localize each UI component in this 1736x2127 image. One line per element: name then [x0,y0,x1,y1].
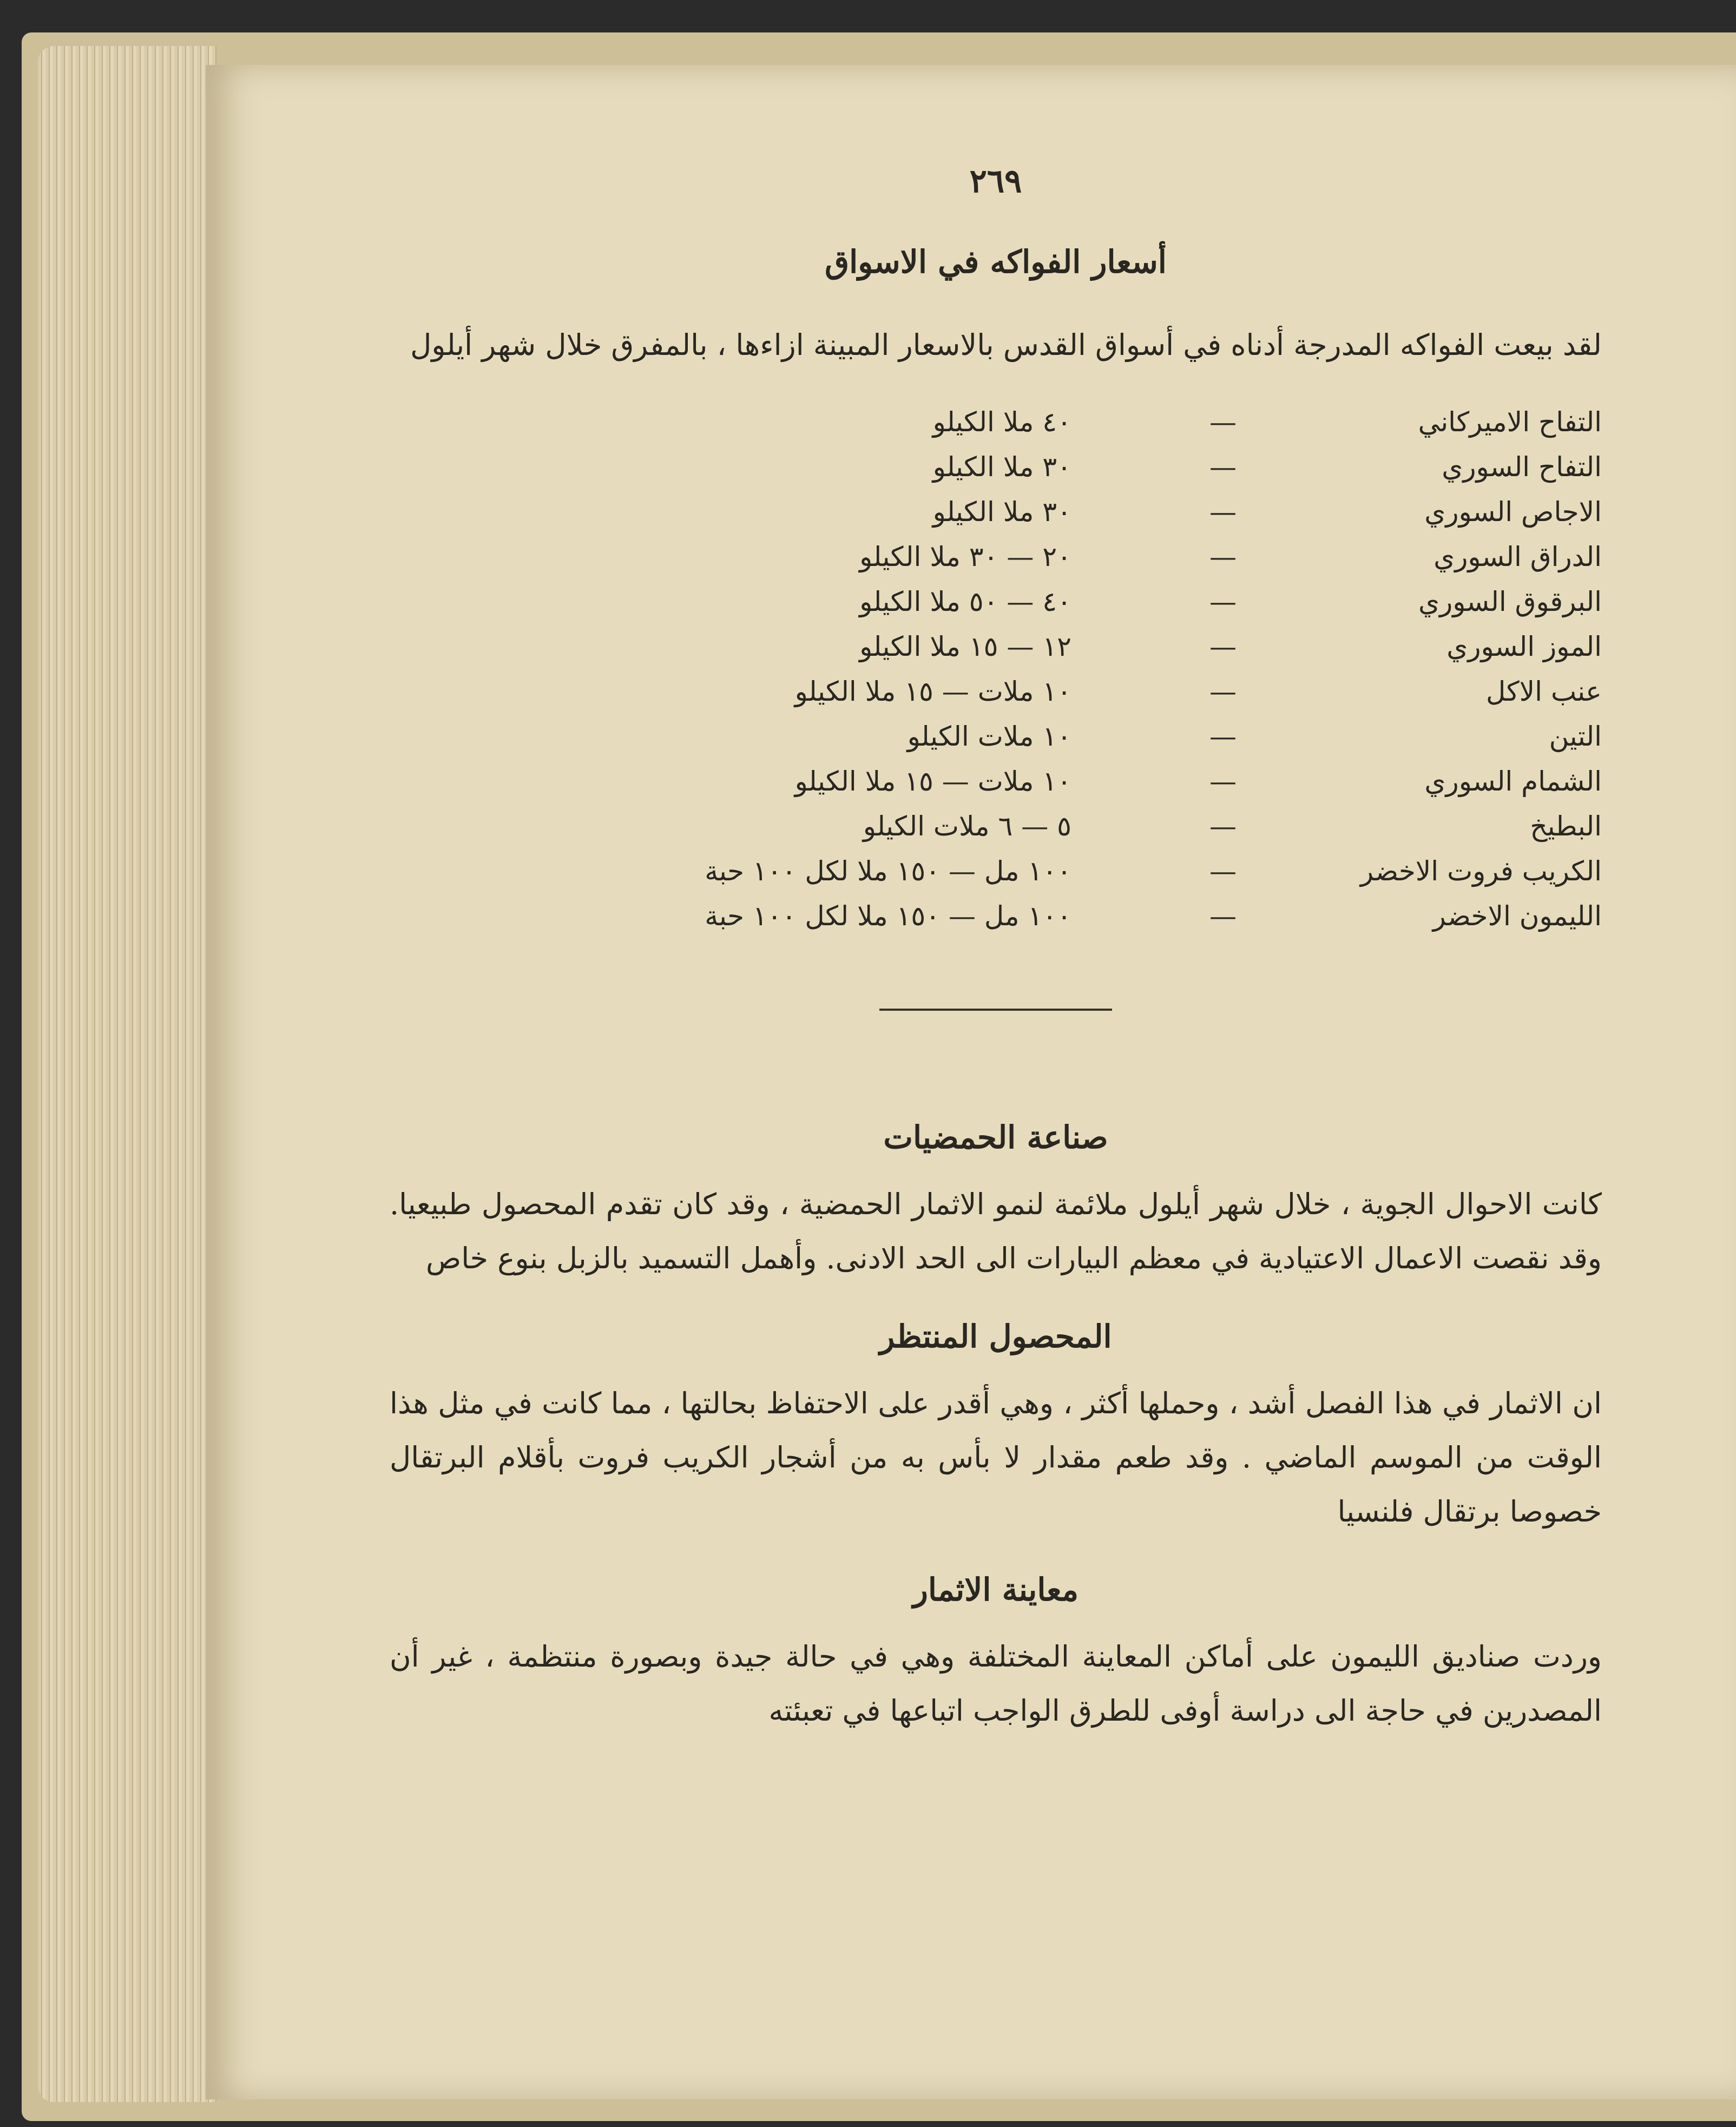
price-dash: — [1209,855,1237,887]
prices-intro: لقد بيعت الفواكه المدرجة أدناه في أسواق القدس بالاسعار المبينة ازاءها ، بالمفرق خلال شهر أيلول [410,328,1602,362]
inspection-text: وردت صناديق الليمون على أماكن المعاينة المختلفة وهي في حالة جيدة وبصورة منتظمة ، غير أن المصدرين في حاجة الى دراسة أوفى للطرق الواجب اتباعها في تعبئته [390,1639,1602,1728]
fruit-price: ١٠٠ مل — ١٥٠ ملا لكل ١٠٠ حبة [705,855,1071,887]
fruit-price: ٢٠ — ٣٠ ملا الكيلو [859,541,1071,572]
fruit-price: ١٢ — ١٥ ملا الكيلو [859,630,1071,662]
prices-title: أسعار الفواكه في الاسواق [825,243,1167,280]
price-row [390,399,1602,444]
price-dash: — [1209,810,1237,842]
expected-crop-text: ان الاثمار في هذا الفصل أشد ، وحملها أكثر ، وهي أقدر على الاحتفاظ بحالتها ، مما كانت في مثل هذا الوقت من الموسم الماضي . وقد طعم مقدار لا بأس به من أشجار الكريب فروت بأقلام البرتقال خصوصا برتقال فلنسيا [390,1386,1602,1529]
fruit-name: الكريب فروت الاخضر [1360,855,1602,887]
price-row [390,759,1602,804]
fruit-name: التين [1549,720,1602,752]
price-dash: — [1209,675,1237,707]
fruit-price: ٤٠ — ٥٠ ملا الكيلو [859,585,1071,617]
expected-crop-section [390,1318,1602,1539]
fruit-price: ١٠ ملات الكيلو [907,720,1071,752]
fruit-name: الاجاص السوري [1424,496,1602,528]
fruit-price: ١٠ ملات — ١٥ ملا الكيلو [794,765,1071,797]
price-row [390,714,1602,759]
price-row [390,444,1602,489]
fruit-name: الموز السوري [1446,630,1602,662]
price-dash: — [1209,585,1237,617]
book-fore-edge [38,46,216,2102]
fruit-name: عنب الاكل [1486,675,1602,707]
page-content [390,162,1602,2013]
price-row [390,534,1602,579]
price-dash: — [1209,900,1237,932]
fruit-name: البطيخ [1530,810,1602,842]
price-row [390,624,1602,669]
price-dash: — [1209,630,1237,662]
price-row [390,848,1602,893]
price-row [390,489,1602,534]
fruit-price: ١٠٠ مل — ١٥٠ ملا لكل ١٠٠ حبة [705,900,1071,932]
fruit-name: البرقوق السوري [1418,585,1602,617]
price-row [390,804,1602,848]
fruit-price: ٣٠ ملا الكيلو [932,496,1071,528]
fruit-price: ١٠ ملات — ١٥ ملا الكيلو [794,675,1071,707]
expected-crop-title: المحصول المنتظر [879,1318,1112,1355]
inspection-section [390,1571,1602,1738]
fruit-price: ٣٠ ملا الكيلو [932,451,1071,483]
fruit-name: الدراق السوري [1433,541,1602,572]
price-dash: — [1209,720,1237,752]
fruit-price: ٥ — ٦ ملات الكيلو [863,810,1071,842]
fruit-name: الليمون الاخضر [1432,900,1602,932]
price-dash: — [1209,496,1237,528]
page-number: ٢٦٩ [969,162,1022,200]
citrus-section [390,1119,1602,1286]
fruit-price: ٤٠ ملا الكيلو [932,406,1071,438]
price-row [390,669,1602,714]
fruit-name: التفاح الاميركاني [1418,406,1602,438]
price-list [390,399,1602,938]
price-dash: — [1209,541,1237,572]
price-row [390,579,1602,624]
fruit-name: التفاح السوري [1442,451,1602,483]
price-dash: — [1209,765,1237,797]
price-dash: — [1209,451,1237,483]
price-dash: — [1209,406,1237,438]
fruit-name: الشمام السوري [1424,765,1602,797]
citrus-text: كانت الاحوال الجوية ، خلال شهر أيلول ملائمة لنمو الاثمار الحمضية ، وقد كان تقدم المحصول طبيعيا. وقد نقصت الاعمال الاعتيادية في معظم البيارات الى الحد الادنى. وأهمل التسميد بالزبل بنوع خاص [390,1187,1602,1275]
section-divider [879,1009,1112,1011]
inspection-title: معاينة الاثمار [912,1571,1079,1608]
citrus-title: صناعة الحمضيات [883,1119,1108,1156]
price-row [390,893,1602,938]
